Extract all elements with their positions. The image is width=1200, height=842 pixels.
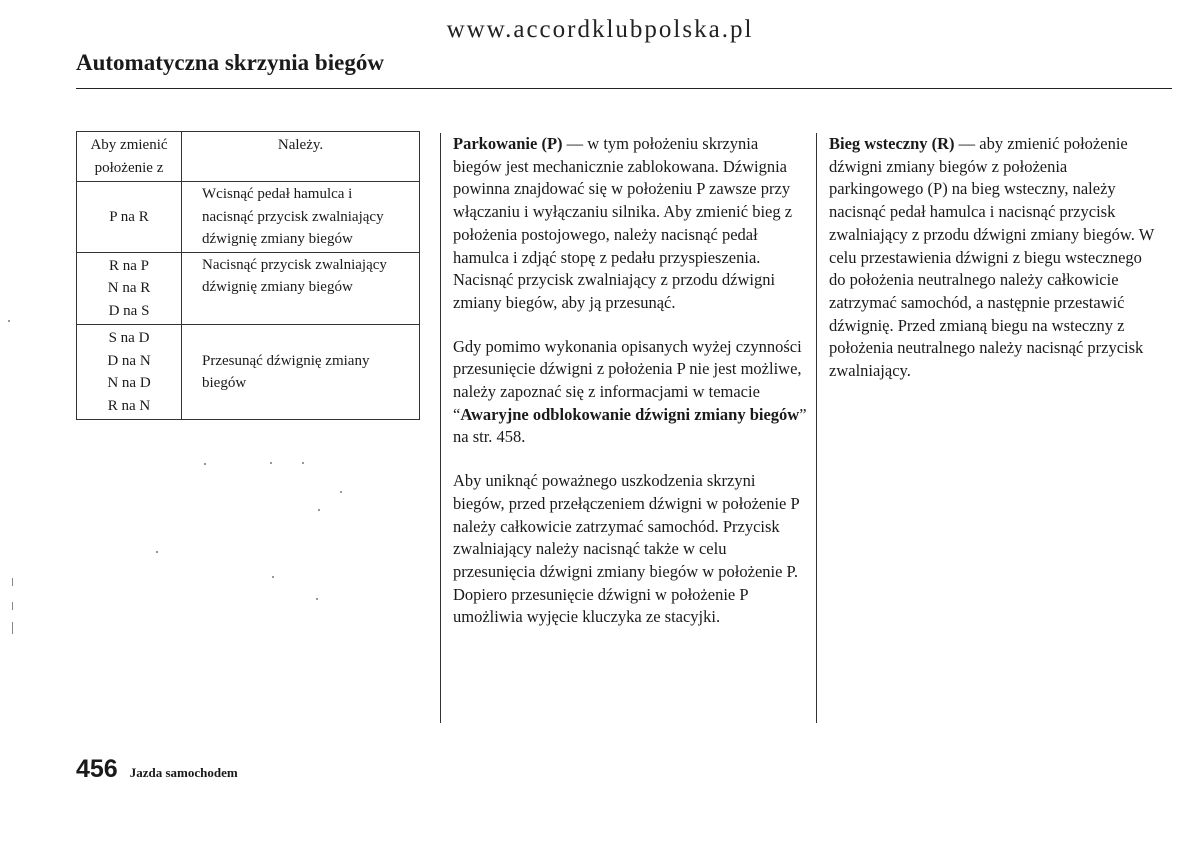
scan-mark [12,578,13,586]
column-divider-left [440,133,441,723]
paragraph-emergency [453,336,808,450]
column-divider-right [816,133,817,723]
gear-shift-table [76,131,420,420]
table-position-cell [77,182,182,253]
text-column-1 [453,133,808,650]
table-action-cell: Nacisnąć przycisk zwalniający dźwignię zmiany biegów [182,252,420,325]
table-row [77,325,420,420]
scan-speck [204,463,206,465]
scan-speck [302,462,304,464]
emergency-text-a: Gdy pomimo wykonania opisanych wyżej czynności przesunięcie dźwigni z położenia P nie jest możliwe, należy zapoznać się z informacjami w temacie “ [453,336,802,424]
table-position-cell [77,325,182,420]
position-item: R na N [107,397,151,414]
site-url: www.accordklubpolska.pl [446,16,754,43]
scan-speck [316,598,318,600]
table-header-cell: Aby zmienić położenie z [77,132,182,182]
emergency-text-b: ” na str. 458. [453,404,807,447]
position-item: D na S [108,302,150,319]
page-number: 456 [76,755,118,783]
scan-mark [12,602,13,610]
position-item: N na R [107,280,151,296]
position-item: N na D [107,375,151,391]
table-header-cell: Należy. [182,132,420,182]
scan-speck [156,551,158,553]
page-footer [76,755,238,784]
reverse-heading: Bieg wsteczny (R) [829,134,955,153]
scan-speck [340,491,342,493]
position-item: P na R [109,209,149,225]
scan-speck [318,509,320,511]
paragraph-reverse [829,133,1159,383]
paragraph-park [453,133,808,315]
reverse-text: — aby zmienić położenie dźwigni zmiany biegów z położenia parkingowego (P) na bieg wsteczny, należy nacisnąć pedał hamulca i nacisnąć przycisk zwalniający z przodu dźwigni zmiany biegów. W celu przestawienia dźwigni z biegu wstecznego do położenia neutralnego należy całkowicie zatrzymać samochód, a następnie przestawić dźwignię. Przed zmianą biegu na wsteczny z położenia neutralnego należy nacisnąć przycisk zwalniający. [829,134,1155,381]
position-item: R na P [108,257,149,274]
scan-speck [270,462,272,464]
park-heading: Parkowanie (P) [453,134,563,153]
scan-mark [12,622,13,634]
scan-speck [8,320,10,322]
chapter-name: Jazda samochodem [129,765,238,780]
park-text: — w tym położeniu skrzynia biegów jest mechanicznie zablokowana. Dźwignia powinna znajdować się w położeniu P zawsze przy włączaniu i wyłączaniu silnika. Aby zmienić bieg z położenia postojowego, należy nacisnąć pedał hamulca i zdjąć stopę z pedału przyspieszenia. Nacisnąć przycisk zwalniający z przodu dźwigni zmiany biegów, aby ją przesunąć. [453,134,793,312]
position-item: S na D [108,330,150,346]
table-action-cell: Wcisnąć pedał hamulca i nacisnąć przycisk zwalniający dźwignię zmiany biegów [182,182,420,253]
table-row [77,182,420,253]
emergency-ref: Awaryjne odblokowanie dźwigni zmiany biegów [460,404,800,424]
paragraph-damage [453,470,808,629]
scan-speck [272,576,274,578]
table-action-cell: Przesunąć dźwignię zmiany biegów [182,325,420,420]
table-position-cell [77,252,182,325]
text-column-2 [829,133,1159,404]
title-rule [76,88,1172,89]
position-item: D na N [107,352,151,369]
damage-text: Aby uniknąć poważnego uszkodzenia skrzyni biegów, przed przełączeniem dźwigni w położenie P należy całkowicie zatrzymać samochód. Przycisk zwalniający należy nacisnąć także w celu przesunięcia dźwigni zmiany biegów w położenie P. Dopiero przesunięcie dźwigni w położenie P umożliwia wyjęcie kluczyka ze stacyjki. [453,471,800,627]
table-row [77,252,420,325]
table-header-row [77,132,420,182]
section-title: Automatyczna skrzynia biegów [76,50,384,75]
